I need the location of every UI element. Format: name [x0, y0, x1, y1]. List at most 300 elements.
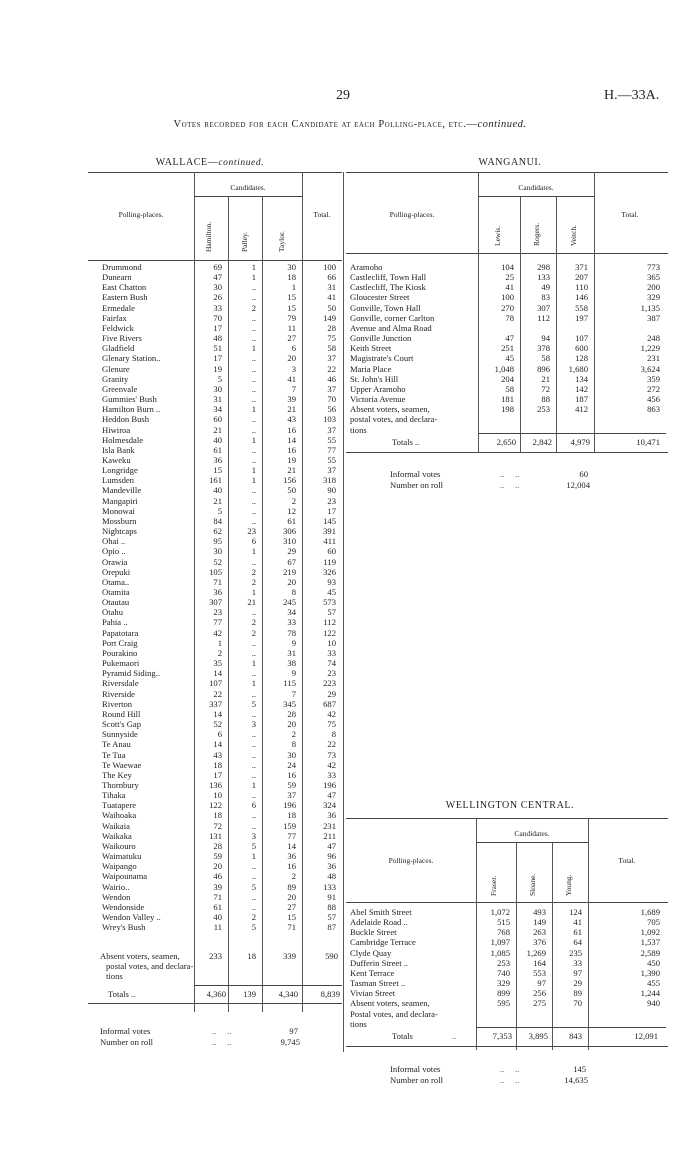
row-total: 455 [647, 978, 660, 989]
table-row [348, 978, 666, 988]
vote-count: 105 [209, 566, 222, 577]
vote-count: 52 [213, 719, 222, 730]
table-row [348, 282, 666, 292]
vote-count: 14 [287, 434, 296, 445]
wallace-absent-2: 18 [247, 951, 256, 961]
table-row [100, 557, 342, 567]
table-row [100, 536, 342, 546]
vote-count: 25 [505, 272, 514, 283]
vote-count: 37 [287, 790, 296, 801]
polling-place: East Chatton [102, 282, 147, 293]
row-total: 324 [323, 800, 336, 811]
table-row [100, 506, 342, 516]
wellington-total-label: Total. [618, 856, 636, 865]
vote-count: 52 [213, 556, 222, 567]
vote-count: 78 [505, 312, 514, 323]
column-divider [343, 172, 344, 1052]
vote-count: 307 [209, 597, 222, 608]
polling-place: Vivian Street [350, 988, 396, 999]
vote-count: 97 [537, 978, 546, 989]
vote-count: 493 [533, 907, 546, 917]
polling-place: Clyde Quay [350, 947, 392, 958]
vote-count: 10 [213, 790, 222, 801]
vote-count [520, 414, 556, 424]
polling-place: Te Waewae [102, 759, 142, 770]
wellington-bottom-rule [346, 1046, 668, 1047]
polling-place: Otautau [102, 597, 130, 608]
vote-count: 71 [287, 922, 296, 933]
vote-count: 20 [287, 353, 296, 364]
vote-count: 17 [213, 322, 222, 333]
wellington-totals-rule [476, 1027, 666, 1028]
vote-count: 3 [251, 719, 256, 730]
vote-count: 5 [251, 698, 256, 709]
wallace-total-3: 4,340 [278, 989, 298, 999]
polling-place: Hiwiroa [102, 424, 131, 435]
vote-count: 40 [213, 485, 222, 496]
vote-count: 58 [505, 383, 514, 394]
row-total: 31 [327, 282, 336, 293]
vote-count: 46 [213, 871, 222, 882]
wallace-candidates-label: Candidates. [230, 183, 266, 192]
vote-count: 34 [287, 607, 296, 618]
vote-count: 28 [287, 708, 296, 719]
vote-count: 115 [283, 678, 296, 689]
vote-count [556, 323, 594, 333]
row-total: 55 [327, 454, 336, 465]
wanganui-total-1: 2,650 [496, 437, 516, 447]
table-row [348, 958, 666, 968]
wellington-total-2: 3,895 [528, 1031, 548, 1041]
vote-count [516, 1009, 552, 1019]
wellington-totals-label: Totals [392, 1031, 413, 1041]
row-total: 22 [327, 739, 336, 750]
vote-count: 67 [287, 556, 296, 567]
vote-count: 104 [501, 262, 514, 272]
row-total [594, 414, 666, 424]
polling-place: Pahia .. [102, 617, 128, 628]
vote-count: 29 [287, 546, 296, 557]
vote-count: 515 [497, 917, 510, 928]
polling-place: Round Hill [102, 708, 141, 719]
vote-count: .. [251, 485, 256, 496]
vote-count: .. [251, 688, 256, 699]
table-row [100, 882, 342, 892]
wallace-roll-value: 9,745 [280, 1037, 300, 1047]
row-total: 74 [327, 658, 336, 669]
vote-count: 30 [213, 282, 222, 293]
vote-count: 9 [291, 637, 296, 648]
vote-count: 310 [283, 536, 296, 547]
table-row [100, 922, 342, 932]
table-row [100, 282, 342, 292]
wallace-cand-rule [194, 196, 302, 197]
vote-count: 27 [287, 333, 296, 344]
table-row [100, 658, 342, 668]
polling-place: Wairio.. [102, 881, 130, 892]
table-row [100, 617, 342, 627]
wallace-roll-label: Number on roll [100, 1037, 153, 1047]
polling-place: Keith Street [350, 343, 392, 354]
polling-place: Waikaia [102, 820, 130, 831]
vote-count: 164 [533, 957, 546, 968]
vote-count: 235 [569, 947, 582, 958]
table-row [348, 384, 666, 394]
wallace-totals-rule [194, 985, 342, 986]
polling-place: Dufferin Street .. [350, 957, 409, 968]
wallace-bottom-rule [88, 1003, 342, 1004]
polling-place: Adelaide Road .. [350, 917, 408, 928]
vote-count: 197 [575, 312, 588, 323]
row-total: 231 [647, 353, 660, 364]
table-row [348, 262, 666, 272]
vote-count: 20 [213, 861, 222, 872]
wellington-roll-value: 14,635 [564, 1075, 588, 1085]
wallace-absent-3: 339 [283, 951, 296, 961]
vote-count: 2 [291, 871, 296, 882]
row-total: 90 [327, 485, 336, 496]
polling-place: Gonville, Town Hall [350, 302, 421, 313]
polling-place: Te Tua [102, 749, 126, 760]
vote-count: 89 [573, 988, 582, 999]
vote-count: 21 [213, 424, 222, 435]
vote-count: 1 [251, 434, 256, 445]
vote-count: .. [251, 363, 256, 374]
row-total: 37 [327, 353, 336, 364]
wallace-total-2: 139 [243, 989, 256, 999]
wellington-roll-label: Number on roll [390, 1075, 443, 1085]
vote-count: 71 [213, 891, 222, 902]
vote-count: .. [251, 871, 256, 882]
row-total: 773 [647, 262, 660, 272]
wanganui-candidates-label: Candidates. [518, 183, 554, 192]
vote-count: 1,085 [490, 947, 510, 958]
vote-count: 134 [575, 373, 588, 384]
vote-count: 17 [213, 769, 222, 780]
vote-count: .. [251, 637, 256, 648]
wellington-top-rule [346, 818, 668, 819]
row-total: 223 [323, 678, 336, 689]
polling-place: Avenue and Alma Road [350, 322, 432, 333]
row-total: 73 [327, 749, 336, 760]
polling-place: Thornbury [102, 779, 139, 790]
vote-count [478, 414, 520, 424]
polling-place: Postal votes, and declara- [350, 1008, 438, 1019]
row-total: 940 [647, 998, 660, 1009]
table-row [100, 445, 342, 455]
vote-count: 149 [533, 917, 546, 928]
row-total: 231 [323, 820, 336, 831]
vote-count: .. [251, 333, 256, 344]
table-row [100, 455, 342, 465]
wanganui-total-all: 10,471 [636, 437, 660, 447]
vote-count: .. [251, 769, 256, 780]
vote-count: 97 [573, 967, 582, 978]
vote-count: 1 [251, 678, 256, 689]
vote-count: 18 [287, 272, 296, 283]
vote-count: .. [251, 749, 256, 760]
row-total: 112 [323, 617, 336, 628]
vote-count: 131 [209, 830, 222, 841]
wellington-header-rule [346, 902, 668, 903]
wanganui-bottom-rule [346, 452, 668, 453]
vote-count: 1,048 [494, 363, 514, 374]
vote-count: 34 [213, 404, 222, 415]
vote-count: 77 [213, 617, 222, 628]
polling-place: Otahu [102, 607, 124, 618]
vote-count: 51 [213, 343, 222, 354]
vote-count: 19 [287, 454, 296, 465]
vote-count: 161 [209, 475, 222, 486]
vote-count: 41 [287, 373, 296, 384]
vote-count: 30 [213, 546, 222, 557]
wanganui-totals-label: Totals .. [392, 437, 420, 447]
table-row [100, 333, 342, 343]
vote-count: 156 [283, 475, 296, 486]
polling-place: tions [350, 424, 367, 435]
vote-count: 47 [505, 333, 514, 344]
polling-place: Hamilton Burn .. [102, 404, 161, 415]
vote-count: 159 [283, 820, 296, 831]
vote-count: 110 [575, 282, 588, 293]
table-row [100, 719, 342, 729]
table-row [100, 516, 342, 526]
vote-count: .. [251, 820, 256, 831]
vote-count: 1 [251, 658, 256, 669]
row-total: 411 [323, 536, 336, 547]
wanganui-cand-1: Lewis. [493, 225, 502, 246]
table-row [348, 948, 666, 958]
vote-count: .. [251, 394, 256, 405]
polling-place: Tuatapere [102, 800, 137, 811]
table-row [100, 780, 342, 790]
polling-place: Riverton [102, 698, 133, 709]
table-row [100, 790, 342, 800]
table-row [100, 821, 342, 831]
wanganui-informal-label: Informal votes [390, 469, 441, 479]
table-row [100, 313, 342, 323]
wallace-title: WALLACE—continued. [155, 157, 265, 168]
vote-count: 41 [573, 917, 582, 928]
polling-place: Buckle Street [350, 927, 397, 938]
table-row [100, 465, 342, 475]
row-total: 326 [323, 566, 336, 577]
row-total: 57 [327, 912, 336, 922]
row-total: 1,537 [640, 937, 660, 948]
table-row [348, 907, 666, 917]
row-total: 75 [327, 719, 336, 730]
table-row [100, 668, 342, 678]
vote-count: 11 [287, 322, 296, 333]
vote-count: 49 [541, 282, 550, 293]
table-row [100, 577, 342, 587]
table-row [100, 851, 342, 861]
table-row [348, 323, 666, 333]
vote-count: 21 [541, 373, 550, 384]
vote-count: 6 [217, 729, 222, 740]
polling-place: Abel Smith Street [350, 907, 412, 917]
vote-count: 1 [291, 282, 296, 293]
vote-count: 124 [569, 907, 582, 917]
vote-count: 553 [533, 967, 546, 978]
polling-place: Orepuki [102, 566, 131, 577]
polling-place: Nightcaps [102, 526, 137, 537]
polling-place: Tasman Street .. [350, 978, 406, 989]
vote-count: 6 [291, 343, 296, 354]
polling-place: Drummond [102, 262, 142, 272]
vote-count: 5 [251, 840, 256, 851]
vote-count: 1 [251, 343, 256, 354]
vote-count: 253 [537, 404, 550, 415]
row-total: 77 [327, 444, 336, 455]
row-total: 23 [327, 495, 336, 506]
wanganui-top-rule [346, 172, 668, 173]
polling-place: Gladfield [102, 343, 135, 354]
vote-count: 2 [251, 576, 256, 587]
row-total: 55 [327, 434, 336, 445]
row-total: 145 [323, 515, 336, 526]
row-total: 42 [327, 708, 336, 719]
table-row [348, 1009, 666, 1019]
row-total: 119 [323, 556, 336, 567]
vote-count: 1 [251, 465, 256, 476]
row-total: 70 [327, 394, 336, 405]
table-row [100, 374, 342, 384]
row-total: 1,390 [640, 967, 660, 978]
row-total: 60 [327, 546, 336, 557]
vote-count: 15 [287, 302, 296, 313]
wallace-polling-label: Polling-places. [118, 210, 164, 219]
row-total: 272 [647, 383, 660, 394]
polling-place: Longridge [102, 465, 138, 476]
vote-count: 19 [213, 363, 222, 374]
wellington-total-1: 7,353 [492, 1031, 512, 1041]
wanganui-polling-label: Polling-places. [389, 210, 435, 219]
row-total: 29 [327, 688, 336, 699]
polling-place: Kent Terrace [350, 967, 395, 978]
vote-count: 40 [213, 912, 222, 922]
vote-count: 14 [213, 739, 222, 750]
row-total: 46 [327, 373, 336, 384]
vote-count: .. [251, 739, 256, 750]
table-row [100, 709, 342, 719]
vote-count: 21 [287, 465, 296, 476]
row-total: 365 [647, 272, 660, 283]
vote-count: 61 [213, 444, 222, 455]
polling-place: Five Rivers [102, 333, 142, 344]
vote-count: 142 [575, 383, 588, 394]
polling-place: Absent voters, seamen, [350, 998, 430, 1009]
polling-place: Gloucester Street [350, 292, 410, 303]
vote-count: 16 [287, 444, 296, 455]
vote-count: 1 [251, 851, 256, 862]
wanganui-title: WANGANUI. [478, 157, 542, 168]
row-total: 88 [327, 901, 336, 912]
row-total: 359 [647, 373, 660, 384]
vote-count: 40 [213, 434, 222, 445]
vote-count: 83 [541, 292, 550, 303]
table-row [100, 770, 342, 780]
table-row [100, 810, 342, 820]
polling-place: Maria Place [350, 363, 392, 374]
vote-count: 107 [575, 333, 588, 344]
polling-place: Riversdale [102, 678, 139, 689]
row-total: 8 [331, 729, 336, 740]
table-row [100, 546, 342, 556]
vote-count: 45 [505, 353, 514, 364]
polling-place: postal votes, and declara- [350, 414, 438, 425]
vote-count: 253 [497, 957, 510, 968]
vote-count: .. [251, 373, 256, 384]
vote-count: .. [251, 414, 256, 425]
vote-count: 14 [213, 708, 222, 719]
vote-count: 329 [497, 978, 510, 989]
wallace-roll-dots: .. .. [212, 1037, 232, 1047]
vote-count: 11 [213, 922, 222, 933]
wellington-roll-dots: .. .. [500, 1075, 520, 1085]
wellington-polling-label: Polling-places. [388, 856, 434, 865]
vote-count: 20 [287, 576, 296, 587]
wallace-table [100, 262, 342, 932]
polling-place: Victoria Avenue [350, 394, 406, 405]
row-total: 318 [323, 475, 336, 486]
vote-count [552, 1009, 588, 1019]
vote-count: 306 [283, 526, 296, 537]
vote-count: 78 [287, 627, 296, 638]
wallace-total-1: 4,360 [206, 989, 226, 999]
vote-count: 412 [575, 404, 588, 415]
vote-count: 345 [283, 698, 296, 709]
vote-count: 128 [575, 353, 588, 364]
wellington-informal-value: 145 [573, 1064, 586, 1074]
vote-count: 29 [573, 978, 582, 989]
table-row [348, 998, 666, 1008]
vote-count: 8 [291, 587, 296, 597]
vote-count: .. [251, 708, 256, 719]
vote-count: 3 [291, 363, 296, 374]
polling-place: Castlecliff, Town Hall [350, 272, 427, 283]
wellington-cand-3: Young. [564, 874, 573, 896]
table-row [100, 861, 342, 871]
vote-count: 79 [287, 312, 296, 323]
table-row [100, 689, 342, 699]
polling-place: Port Craig [102, 637, 138, 648]
row-total: 391 [323, 526, 336, 537]
vote-count: 59 [213, 851, 222, 862]
table-row [348, 927, 666, 937]
polling-place: Otamita [102, 587, 130, 597]
wallace-informal-value: 97 [289, 1026, 298, 1036]
polling-place: Ermedale [102, 302, 135, 313]
table-row [348, 394, 666, 404]
vote-count: 26 [213, 292, 222, 303]
row-total: 96 [327, 851, 336, 862]
wallace-absent-label: Absent voters, seamen, postal votes, and declara- tions [100, 951, 194, 981]
polling-place: Castlecliff, The Kiosk [350, 282, 426, 293]
vote-count: 1,680 [568, 363, 588, 374]
vote-count [520, 323, 556, 333]
vote-count: 21 [287, 404, 296, 415]
wallace-total-label: Total. [313, 210, 331, 219]
vote-count: 22 [213, 688, 222, 699]
table-row [100, 678, 342, 688]
vote-count: 198 [501, 404, 514, 415]
vote-count: 1 [251, 779, 256, 790]
vote-count: 50 [287, 485, 296, 496]
polling-place: Cambridge Terrace [350, 937, 416, 948]
vote-count: 39 [213, 881, 222, 892]
vote-count: 6 [251, 536, 256, 547]
